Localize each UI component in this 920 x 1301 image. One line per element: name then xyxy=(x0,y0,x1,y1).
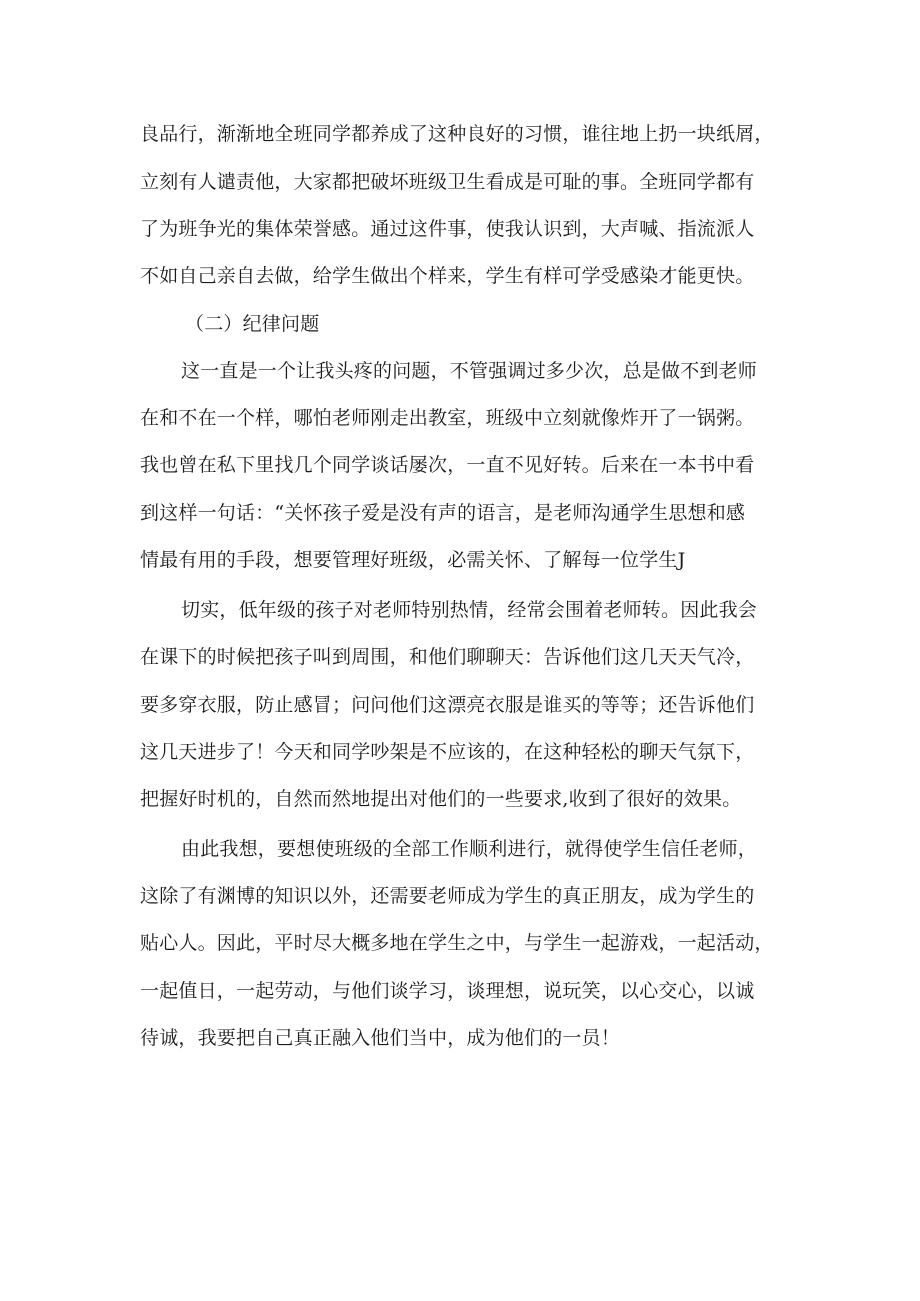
text-line: 良品行，渐渐地全班同学都养成了这种良好的习惯，谁往地上扔一块纸屑， xyxy=(140,123,774,145)
text-line: 了为班争光的集体荣誉感。通过这件事，使我认识到，大声喊、指流派人 xyxy=(140,218,755,240)
text-line: 不如自己亲自去做，给学生做出个样来，学生有样可学受感染才能更快。 xyxy=(140,265,755,287)
text-line: 一起值日，一起劳动，与他们谈学习，谈理想，说玩笑，以心交心，以诚 xyxy=(140,980,755,1002)
text-line: 待诚，我要把自己真正融入他们当中，成为他们的一员！ xyxy=(140,1027,621,1049)
text-line: 由此我想，要想使班级的全部工作顺利进行，就得使学生信任老师， xyxy=(181,838,758,860)
text-line: 这一直是一个让我头疼的问题，不管强调过多少次，总是做不到老师 xyxy=(181,360,758,382)
text-line: 这除了有渊博的知识以外，还需要老师成为学生的真正朋友，成为学生的 xyxy=(140,885,755,907)
text-line: 在课下的时候把孩子叫到周围，和他们聊聊天：告诉他们这几天天气冷， xyxy=(140,646,755,668)
text-line: 在和不在一个样，哪怕老师刚走出教室，班级中立刻就像炸开了一锅粥。 xyxy=(140,407,755,429)
text-line: 到这样一句话：“关怀孩子爱是没有声的语言，是老师沟通学生思想和感 xyxy=(140,502,746,524)
text-line: 切实，低年级的孩子对老师特别热情，经常会围着老师转。因此我会 xyxy=(181,599,758,621)
text-line: 我也曾在私下里找几个同学谈话屡次，一直不见好转。后来在一本书中看 xyxy=(140,454,755,476)
text-line: 要多穿衣服，防止感冒；问问他们这漂亮衣服是谁买的等等；还告诉他们 xyxy=(140,694,755,716)
text-line: 这几天进步了！今天和同学吵架是不应该的，在这种轻松的聊天气氛下， xyxy=(140,741,755,763)
text-line: 贴心人。因此，平时尽大概多地在学生之中，与学生一起游戏，一起活动， xyxy=(140,932,774,954)
section-heading: （二）纪律问题 xyxy=(185,313,320,335)
text-line: 情最有用的手段，想要管理好班级，必需关怀、了解每一位学生J xyxy=(140,549,686,571)
text-line: 把握好时机的，自然而然地提出对他们的一些要求,收到了很好的效果。 xyxy=(140,788,742,810)
text-line: 立刻有人谴责他，大家都把破坏班级卫生看成是可耻的事。全班同学都有 xyxy=(140,171,755,193)
